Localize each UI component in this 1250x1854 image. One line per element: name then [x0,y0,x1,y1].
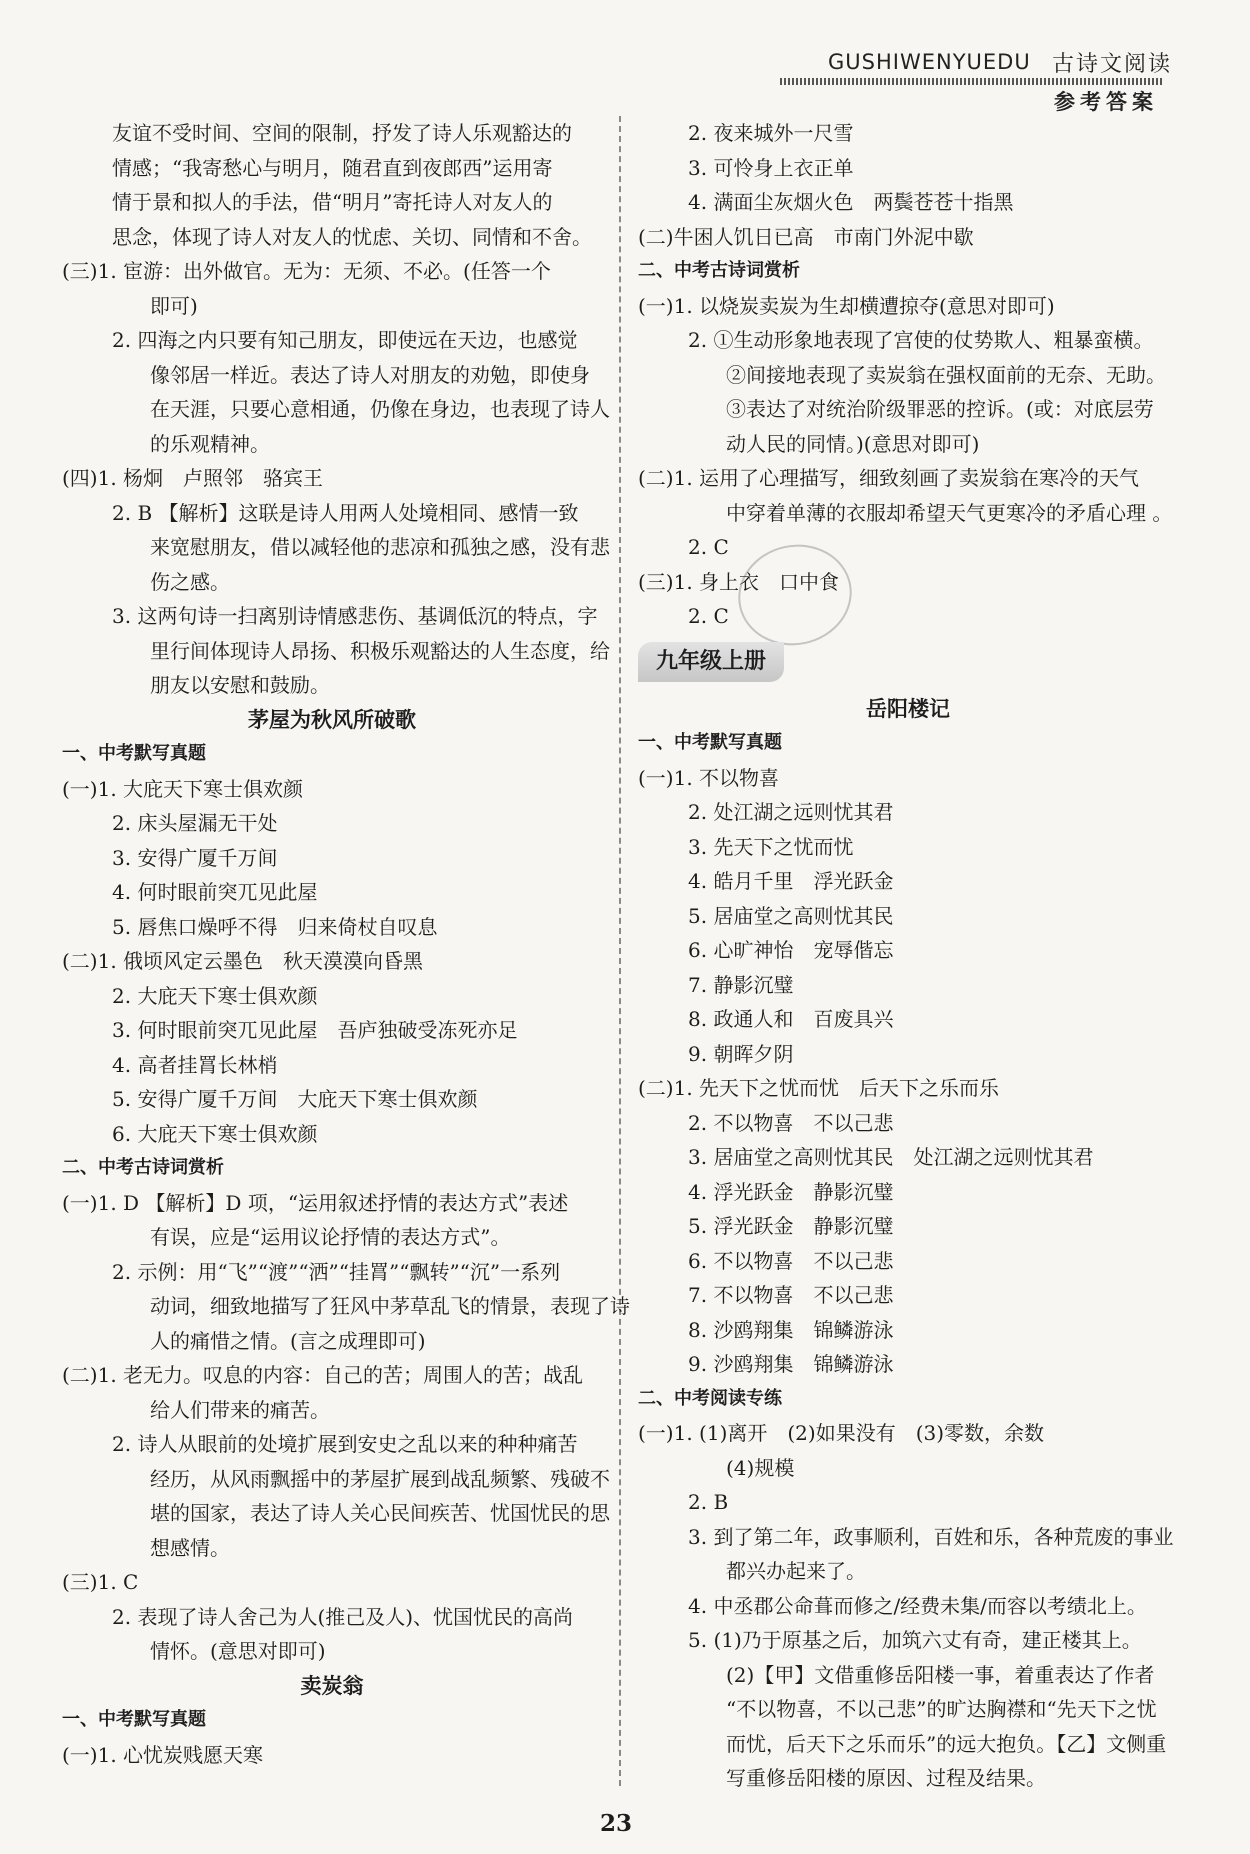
answer-line: 4. 满面尘灰烟火色 两鬓苍苍十指黑 [688,190,1014,214]
answer-line: 经历，从风雨飘摇中的茅屋扩展到战乱频繁、残破不 [150,1466,610,1491]
answer-line: 9. 朝晖夕阴 [688,1041,794,1066]
answer-line: 即可) [150,293,198,318]
answer-line: 中穿着单薄的衣服却希望天气更寒冷的矛盾心理 。 [726,500,1173,525]
answer-line: (二)1. 俄顷风定云墨色 秋天漠漠向昏黑 [62,949,424,973]
answer-line: 情感；“我寄愁心与明月，随君直到夜郎西”运用寄 [112,155,553,180]
answer-line: 6. 不以物喜 不以己悲 [688,1248,894,1273]
answer-line: 2. 诗人从眼前的处境扩展到安史之乱以来的种种痛苦 [112,1432,578,1456]
left-column [62,116,630,1772]
answer-line: 都兴办起来了。 [726,1559,866,1583]
answer-line: 堪的国家，表达了诗人关心民间疾苦、忧国忧民的思 [150,1501,610,1525]
header-dotted-bar [780,78,1163,85]
section-title: 茅屋为秋风所破歌 [248,706,416,732]
answer-line: 情怀。(意思对即可) [150,1639,326,1663]
answer-line: (三)1. 宦游：出外做官。无为：无须、不必。(任答一个 [62,259,551,283]
answer-line: 伤之感。 [150,569,230,594]
answer-line: 5. 唇焦口燥呼不得 归来倚杖自叹息 [112,914,438,939]
answer-line: 而忧，后天下之乐而乐”的远大抱负。【乙】文侧重 [726,1731,1167,1756]
answer-line: 动词，细致地描写了狂风中茅草乱飞的情景，表现了诗 [150,1294,630,1318]
answer-line: (三)1. 身上衣 口中食 [638,569,840,594]
answer-line: “不以物喜，不以己悲”的旷达胸襟和“先天下之忧 [726,1697,1157,1721]
answer-line: 5. (1)乃于原基之后，加筑六丈有奇，建正楼其上。 [688,1628,1142,1652]
answer-line: (一)1. D 【解析】D 项，“运用叙述抒情的表达方式”表述 [62,1190,569,1215]
answer-line: 4. 何时眼前突兀见此屋 [112,880,318,904]
answer-line: 写重修岳阳楼的原因、过程及结果。 [726,1766,1046,1790]
answer-line: 在天涯，只要心意相通，仍像在身边，也表现了诗人 [150,397,610,421]
answer-line: 4. 皓月千里 浮光跃金 [688,869,894,893]
subsection-heading: 一、中考默写真题 [62,1709,206,1730]
answer-line: (二)1. 先天下之忧而忧 后天下之乐而乐 [638,1076,1000,1100]
answer-line: 4. 中丞郡公命葺而修之/经费未集/而容以考绩北上。 [688,1593,1147,1618]
answer-line: 7. 不以物喜 不以己悲 [688,1283,894,1307]
answer-line: 5. 浮光跃金 静影沉璧 [688,1214,894,1238]
header-subtitle: 参考答案 [1054,89,1158,114]
answer-line: 思念，体现了诗人对友人的忧虑、关切、同情和不舍。 [112,224,592,249]
answer-line: (一)1. 不以物喜 [638,765,780,790]
answer-line: ②间接地表现了卖炭翁在强权面前的无奈、无助。 [726,362,1166,387]
answer-line: (2)【甲】文借重修岳阳楼一事，着重表达了作者 [726,1662,1155,1687]
subsection-heading: 二、中考古诗词赏析 [62,1157,224,1178]
answer-line: 给人们带来的痛苦。 [150,1397,330,1422]
answer-line: 情于景和拟人的手法，借“明月”寄托诗人对友人的 [112,190,553,214]
answer-line: 2. B [688,1490,729,1514]
answer-line: 3. 这两句诗一扫离别诗情感悲伤、基调低沉的特点，字 [112,604,598,628]
answer-line: 2. ①生动形象地表现了宫使的仗势欺人、粗暴蛮横。 [688,328,1154,352]
answer-line: 9. 沙鸥翔集 锦鳞游泳 [688,1352,894,1376]
answer-line: 动人民的同情。)(意思对即可) [726,431,980,456]
answer-line: 8. 政通人和 百废具兴 [688,1007,894,1031]
answer-line: 3. 何时眼前突兀见此屋 吾庐独破受冻死亦足 [112,1018,518,1042]
column-divider [619,116,621,1786]
answer-line: 3. 可怜身上衣正单 [688,155,854,180]
answer-line: (四)1. 杨炯 卢照邻 骆宾王 [62,466,324,490]
answer-line: 6. 心旷神怡 宠辱偕忘 [688,938,894,962]
subsection-heading: 二、中考古诗词赏析 [638,260,800,281]
answer-line: (二)牛困人饥日已高 市南门外泥中歇 [638,224,974,249]
answer-line: 2. 处江湖之远则忧其君 [688,800,894,824]
answer-line: (三)1. C [62,1570,139,1594]
subsection-heading: 一、中考默写真题 [638,732,782,753]
right-column [638,116,1178,1796]
section-title: 岳阳楼记 [866,695,950,721]
answer-line: 2. 四海之内只要有知己朋友，即使远在天边，也感觉 [112,328,578,352]
answer-line: (二)1. 运用了心理描写，细致刻画了卖炭翁在寒冷的天气 [638,466,1140,490]
answer-line: 7. 静影沉璧 [688,972,794,997]
answer-line: 8. 沙鸥翔集 锦鳞游泳 [688,1317,894,1342]
answer-line: 4. 浮光跃金 静影沉璧 [688,1179,894,1204]
answer-line: 朋友以安慰和鼓励。 [150,673,330,697]
answer-line: 6. 大庇天下寒士俱欢颜 [112,1121,318,1146]
answer-line: (二)1. 老无力。叹息的内容：自己的苦；周围人的苦；战乱 [62,1363,584,1387]
grade-heading-row [638,634,1178,692]
subsection-heading: 一、中考默写真题 [62,743,206,764]
answer-line: 2. 夜来城外一尺雪 [688,121,854,145]
answer-line: (一)1. 心忧炭贱愿天寒 [62,1742,264,1767]
answer-line: 3. 到了第二年，政事顺利，百姓和乐，各种荒废的事业 [688,1524,1174,1549]
answer-line: 3. 先天下之忧而忧 [688,834,854,859]
answer-line: 2. 大庇天下寒士俱欢颜 [112,983,318,1008]
answer-line: 2. B 【解析】这联是诗人用两人处境相同、感情一致 [112,500,579,525]
answer-line: 的乐观精神。 [150,431,270,456]
answer-line: 像邻居一样近。表达了诗人对朋友的劝勉，即使身 [150,362,590,387]
answer-line: 5. 居庙堂之高则忧其民 [688,903,894,928]
answer-line: 2. 床头屋漏无干处 [112,811,278,835]
answer-line: 2. C [688,535,729,559]
answer-line: 2. 示例：用“飞”“渡”“洒”“挂罥”“飘转”“沉”一系列 [112,1259,561,1284]
page-number: 23 [600,1810,633,1837]
grade-heading: 九年级上册 [638,642,784,682]
answer-line: 5. 安得广厦千万间 大庇天下寒士俱欢颜 [112,1087,478,1111]
section-title: 卖炭翁 [300,1672,364,1698]
subsection-heading: 二、中考阅读专练 [638,1387,782,1409]
answer-line: (一)1. 大庇天下寒士俱欢颜 [62,776,304,801]
answer-line: 2. C [688,604,729,628]
answer-line: 2. 表现了诗人舍己为人(推己及人)、忧国忧民的高尚 [112,1604,574,1629]
answer-line: 来宽慰朋友，借以减轻他的悲凉和孤独之感，没有悲 [150,535,610,559]
answer-line: 人的痛惜之情。(言之成理即可) [150,1328,426,1353]
answer-line: 里行间体现诗人昂扬、积极乐观豁达的人生态度，给 [150,638,610,663]
answer-line: 2. 不以物喜 不以己悲 [688,1110,894,1135]
answer-line: 想感情。 [150,1535,230,1560]
answer-line: (4)规模 [726,1455,795,1480]
answer-line: 3. 安得广厦千万间 [112,845,278,870]
answer-line: 友谊不受时间、空间的限制，抒发了诗人乐观豁达的 [112,121,572,145]
header-pinyin: GUSHIWENYUEDU [828,50,1031,74]
answer-line: 有误，应是“运用议论抒情的表达方式”。 [150,1225,511,1249]
answer-line: (一)1. (1)离开 (2)如果没有 (3)零数，余数 [638,1421,1045,1445]
answer-line: 3. 居庙堂之高则忧其民 处江湖之远则忧其君 [688,1145,1094,1169]
header-title: 古诗文阅读 [1052,52,1173,77]
answer-line: (一)1. 以烧炭卖炭为生却横遭掠夺(意思对即可) [638,293,1055,318]
answer-line: ③表达了对统治阶级罪恶的控诉。(或：对底层劳 [726,397,1154,421]
answer-line: 4. 高者挂罥长林梢 [112,1052,278,1077]
